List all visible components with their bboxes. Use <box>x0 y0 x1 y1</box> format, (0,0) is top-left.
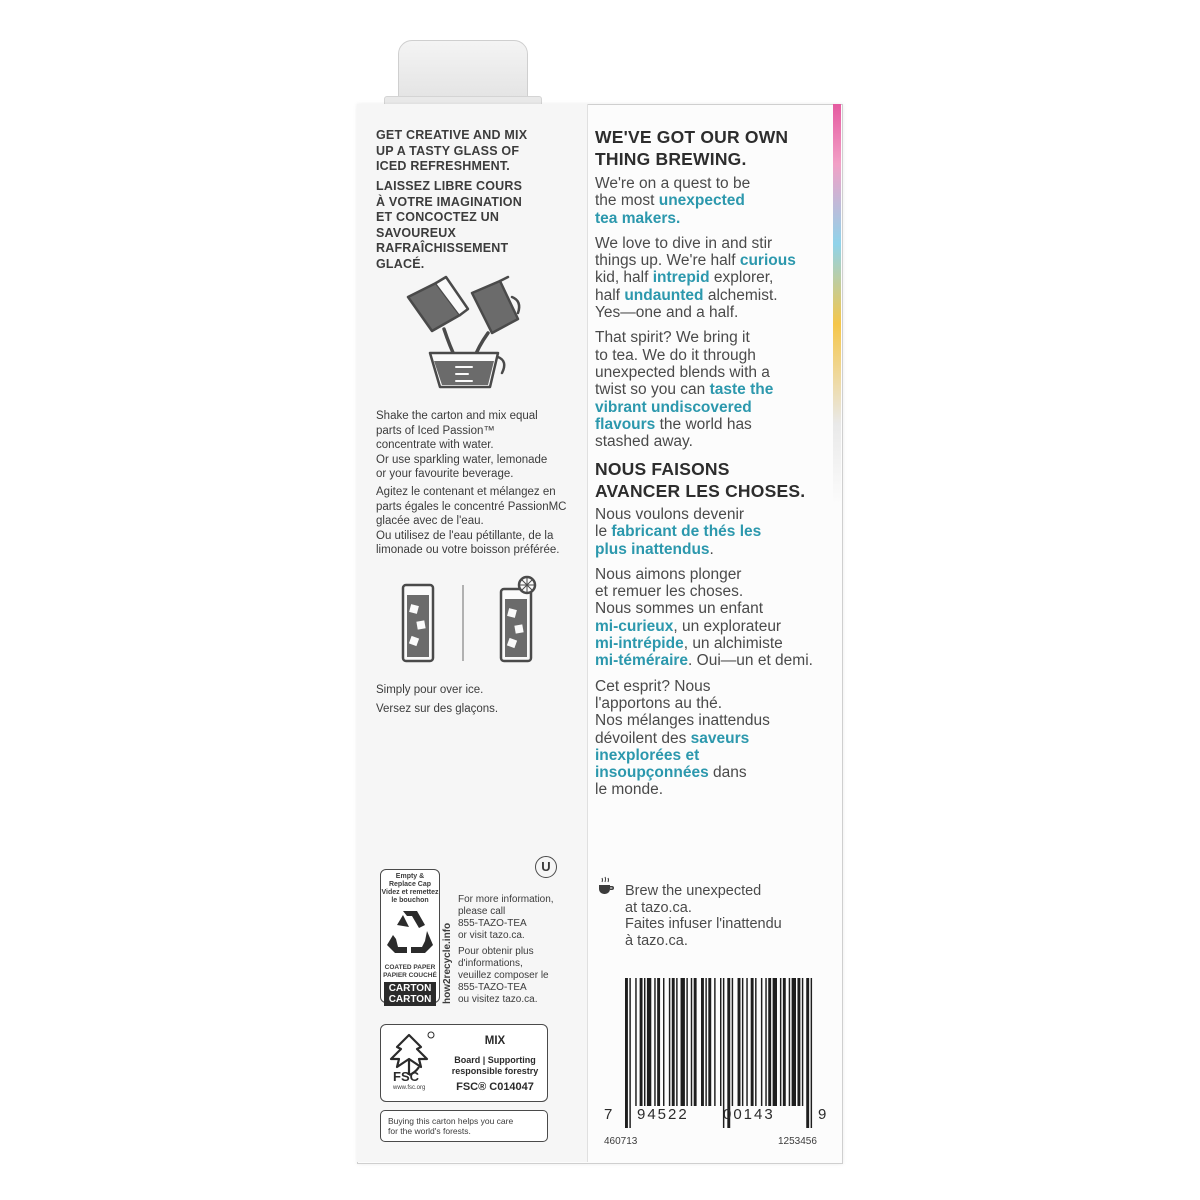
recycle-empty-label: Empty & Replace Cap Videz et remettez le bouchon <box>381 873 439 904</box>
barcode-bar <box>792 978 796 1106</box>
barcode-digits-1: 94522 <box>637 1106 689 1123</box>
barcode-bar <box>640 978 643 1106</box>
barcode-bar <box>701 978 704 1106</box>
barcode-bar <box>780 978 781 1106</box>
barcode-bar <box>635 978 636 1106</box>
how2recycle-label <box>380 869 440 1003</box>
barcode-digits-2: 00143 <box>723 1106 775 1123</box>
barcode-digit-left: 7 <box>604 1106 613 1123</box>
barcode-bar <box>720 978 721 1106</box>
story-fr-paragraph-1: Nous voulons devenir le fabricant de thés les plus inattendus. <box>595 506 762 558</box>
barcode-bar <box>676 978 677 1106</box>
story-fr-paragraph-2: Nous aimons plonger et remuer les choses. Nous sommes un enfant mi-curieux, un explorateur mi-intrépide, un alchimiste mi-téméraire. Oui—un et demi. <box>595 565 813 670</box>
story-fr <box>595 506 831 807</box>
barcode-bar <box>714 978 715 1106</box>
barcode-bar <box>672 978 675 1106</box>
heading-fr: LAISSEZ LIBRE COURS À VOTRE IMAGINATION ET CONCOCTEZ UN SAVOUREUX RAFRAÎCHISSEMENT GLACÉ. <box>376 179 523 271</box>
barcode-bar <box>625 978 628 1128</box>
barcode-bar <box>765 978 766 1106</box>
barcode-bar <box>691 978 692 1106</box>
story-en-paragraph-2: We love to dive in and stir things up. We're half curious kid, half intrepid explorer, half undaunted alchemist. Yes—one and a half. <box>595 234 796 322</box>
teacup-icon <box>596 876 616 896</box>
barcode-bar <box>686 978 687 1106</box>
kosher-symbol: U <box>535 856 557 878</box>
barcode-bar <box>806 978 809 1128</box>
barcode-bar <box>742 978 743 1106</box>
barcode-bar <box>802 978 803 1106</box>
forest-note <box>380 1110 548 1142</box>
instructions-en: Shake the carton and mix equal parts of Iced Passion™ concentrate with water. Or use sparkling water, lemonade or your favourite beverage. <box>376 410 548 480</box>
barcode-bar <box>738 978 741 1106</box>
barcode-bar <box>789 978 790 1106</box>
barcode-bar <box>657 978 660 1106</box>
story-en-paragraph-3: That spirit? We bring it to tea. We do it through unexpected blends with a twist so you can taste the vibrant undiscovered flavours the world has stashed away. <box>595 329 774 451</box>
fsc-site: www.fsc.org <box>393 1085 426 1091</box>
pour-mix-icon <box>400 275 530 390</box>
barcode-bar <box>644 978 645 1106</box>
instructions-fr: Agitez le contenant et mélangez en parts égales le concentré PassionMC glacée avec de l'eau. Ou utilisez de l'eau pétillante, de la limonade ou votre boisson préférée. <box>376 486 567 556</box>
info-fr: Pour obtenir plus d'informations, veuillez composer le 855-TAZO-TEA ou visitez tazo.ca. <box>458 946 549 1005</box>
barcode-bar <box>732 978 733 1106</box>
ice-instruction: Simply pour over ice. Versez sur des glaçons. <box>376 684 499 715</box>
info-en: For more information, please call 855-TAZO-TEA or visit tazo.ca. <box>458 894 554 941</box>
how2recycle-site: how2recycle.info <box>442 922 453 1004</box>
fsc-logo-text: FSC <box>393 1069 419 1084</box>
barcode-bar <box>669 978 670 1106</box>
barcode-bar <box>654 978 655 1106</box>
iced-glasses-icon <box>395 575 555 667</box>
barcode-bar <box>755 978 756 1106</box>
recycle-carton-label: CARTON CARTON <box>384 982 436 1006</box>
fsc-board: Board | Supporting responsible forestry <box>451 1055 539 1076</box>
story-fr-paragraph-3: Cet esprit? Nous l'apportons au thé. Nos mélanges inattendus dévoilent des saveurs inexplorées et insoupçonnées dans le monde. <box>595 677 770 799</box>
heading-en: GET CREATIVE AND MIX UP A TASTY GLASS OF ICED REFRESHMENT. <box>376 128 528 173</box>
barcode-bar <box>761 978 762 1106</box>
barcode-bar <box>811 978 812 1128</box>
recycle-coated-label: COATED PAPER PAPIER COUCHÉ <box>383 964 437 979</box>
code-right: 1253456 <box>778 1136 817 1147</box>
heading-fr-right: NOUS FAISONS AVANCER LES CHOSES. <box>595 459 806 501</box>
story-en-paragraph-1: We're on a quest to be the most unexpected tea makers. <box>595 175 751 227</box>
fsc-label <box>380 1024 548 1102</box>
forest-note-text: Buying this carton helps you care for the world's forests. <box>388 1116 514 1136</box>
brew-text: Brew the unexpected at tazo.ca. Faites infuser l'inattendu à tazo.ca. <box>625 883 782 949</box>
carton-front-edge-art <box>833 104 841 504</box>
barcode-bar <box>708 978 711 1106</box>
barcode-bar <box>663 978 664 1106</box>
fsc-code: FSC® C014047 <box>456 1081 534 1093</box>
barcode-bar <box>694 978 697 1106</box>
barcode-bar <box>773 978 777 1106</box>
story-en <box>595 175 831 458</box>
heading-en-right: WE'VE GOT OUR OWN THING BREWING. <box>595 127 789 169</box>
barcode-bar <box>647 978 651 1106</box>
barcode-bar <box>751 978 754 1106</box>
fsc-mix: MIX <box>484 1035 506 1047</box>
barcode-digit-right: 9 <box>818 1106 827 1123</box>
barcode-bar <box>797 978 800 1106</box>
barcode-bar <box>783 978 786 1106</box>
barcode-bar <box>629 978 630 1128</box>
barcode-bar <box>681 978 685 1106</box>
recycle-arrows-icon <box>381 905 439 959</box>
code-left: 460713 <box>604 1136 638 1147</box>
barcode-bar <box>768 978 771 1106</box>
barcode-bar <box>705 978 706 1106</box>
barcode-bar <box>746 978 747 1106</box>
